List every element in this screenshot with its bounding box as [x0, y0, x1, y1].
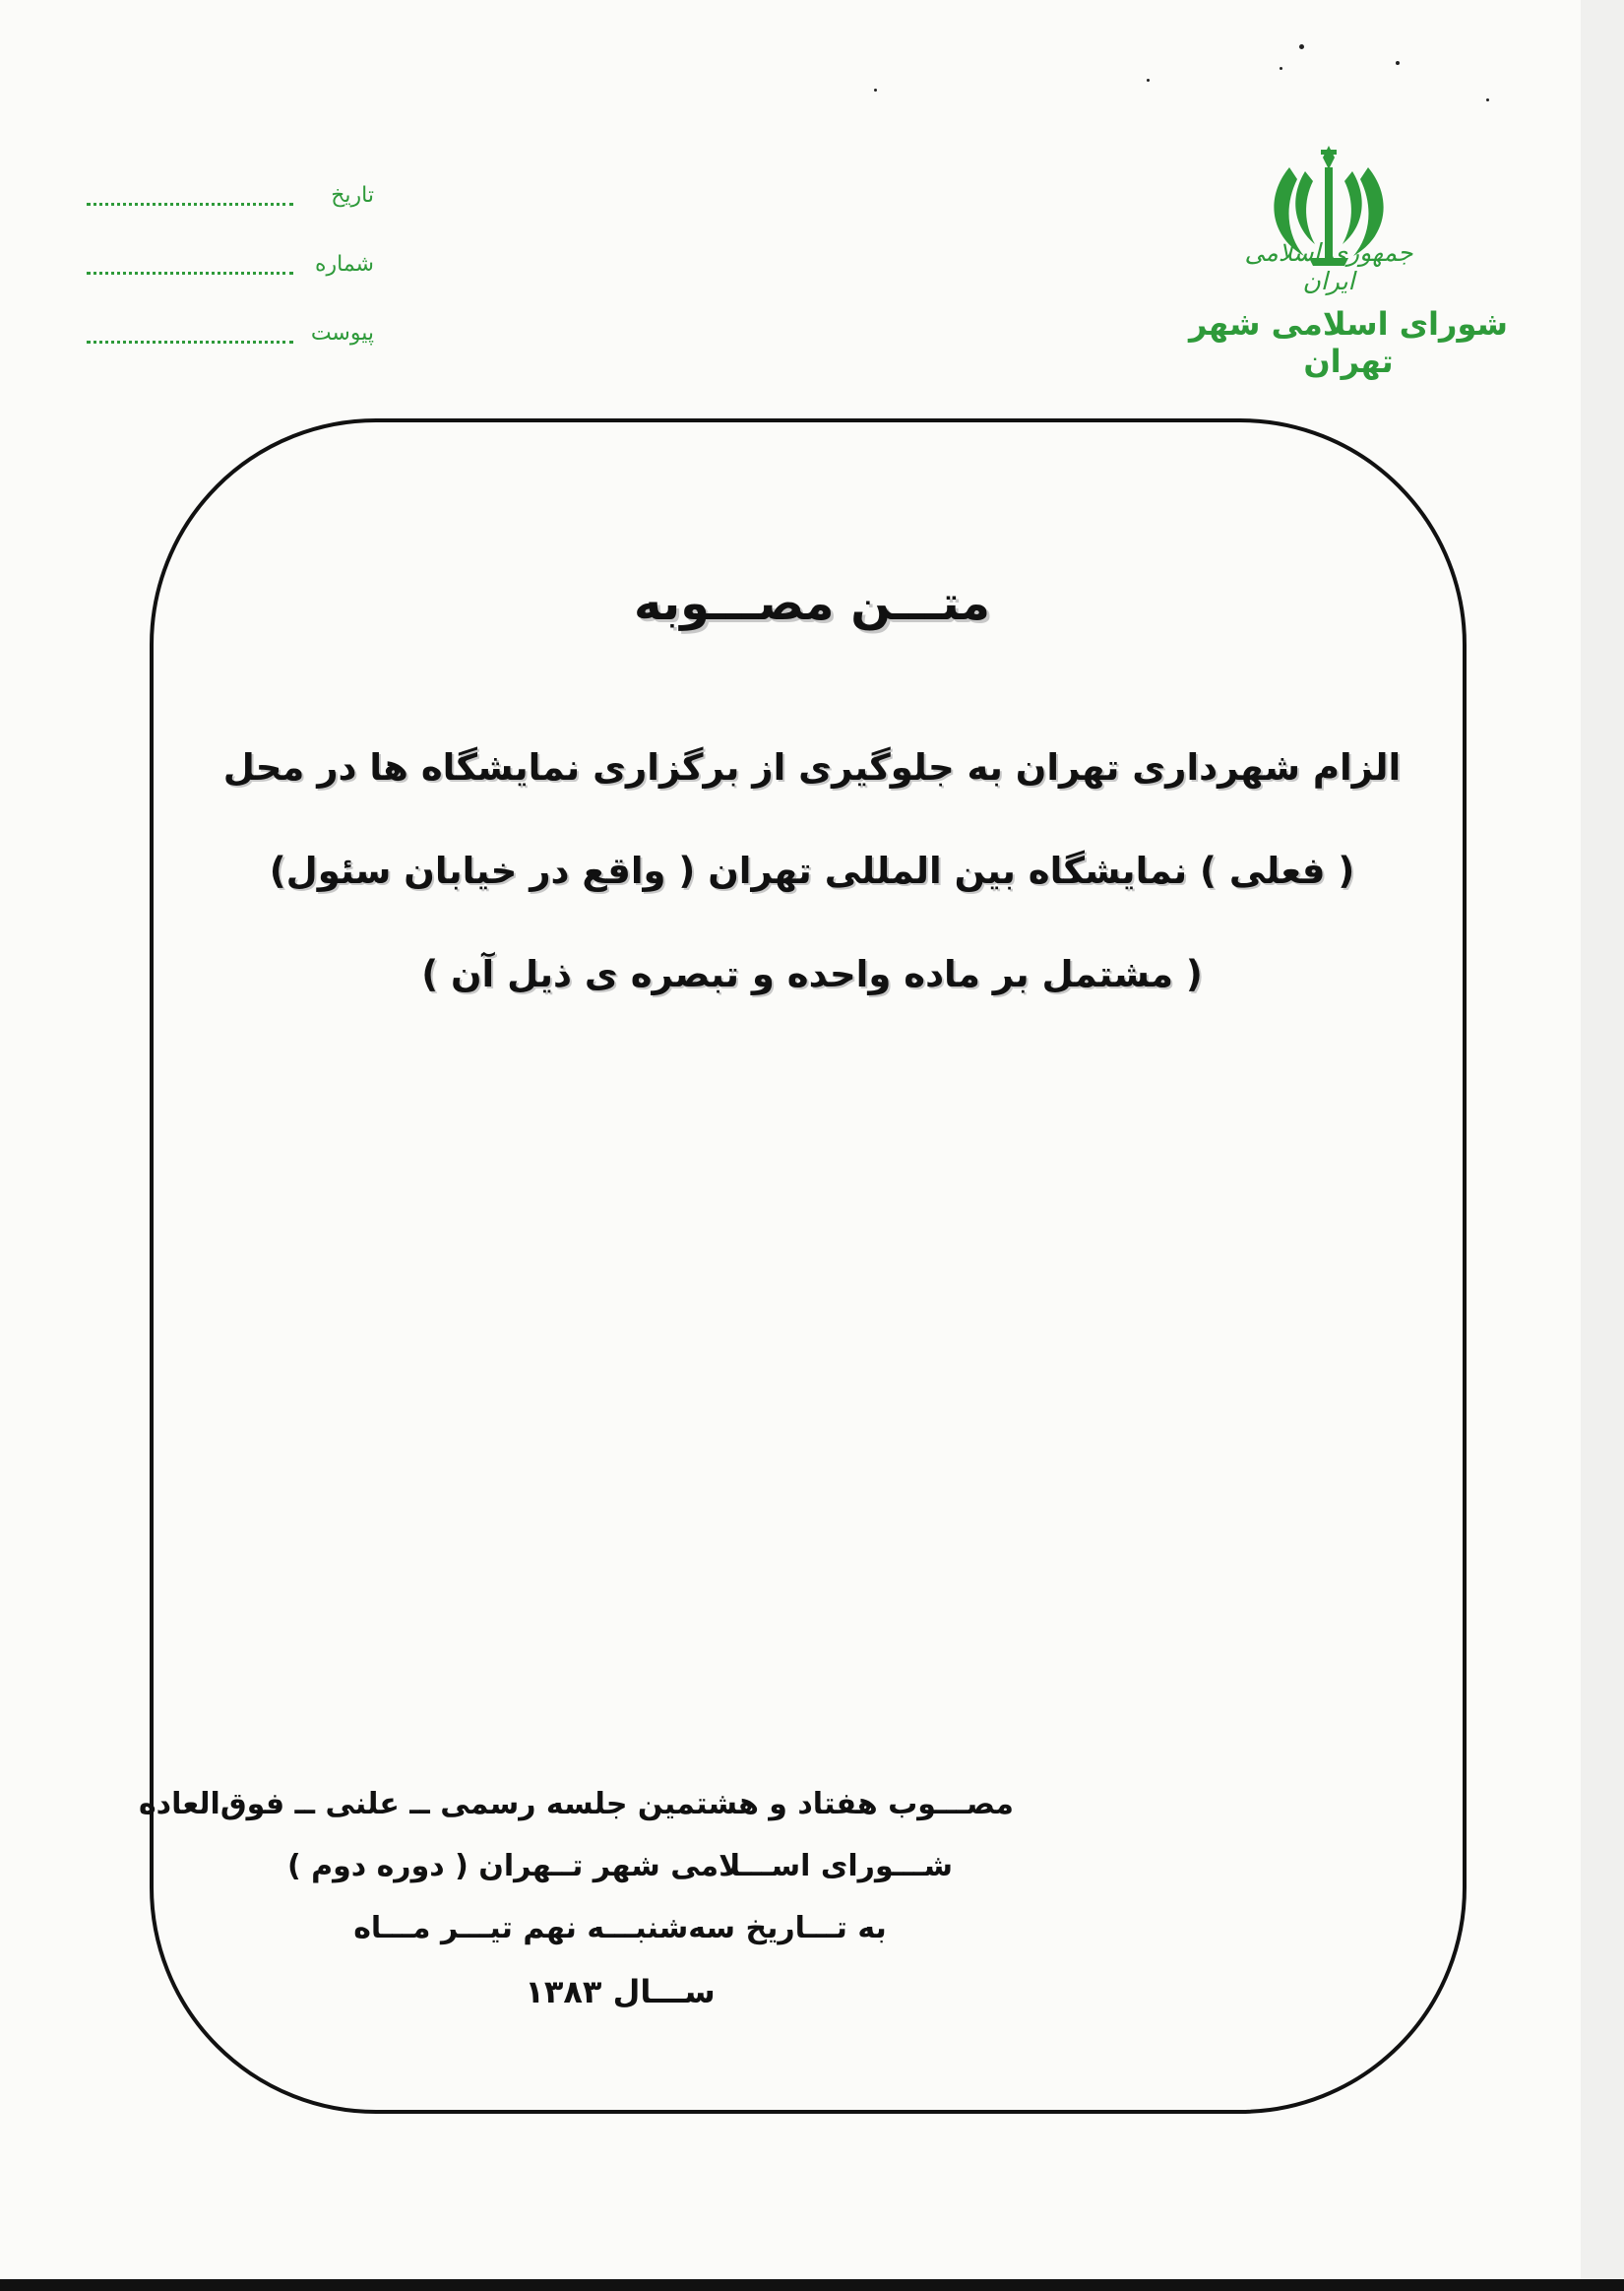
scan-edge-bottom [0, 2279, 1624, 2291]
date-line [87, 203, 293, 206]
number-field [79, 246, 374, 282]
scan-speck [1486, 98, 1489, 101]
date-field [79, 177, 374, 213]
scan-edge-right [1581, 0, 1624, 2291]
subject-line-3: ( مشتمل بر ماده واحده و تبصره ی ذیل آن ) [421, 953, 1203, 995]
approval-line-3: به تـــاریخ سه‌شنبـــه نهم تیـــر مـــاه [353, 1911, 887, 1945]
scan-speck [1396, 61, 1400, 65]
date-label: تاریخ [331, 183, 374, 208]
approval-line-4: ســـال ۱۳۸۳ [525, 1973, 716, 2010]
approval-line-2: شـــورای اســـلامی شهر تــهران ( دوره دوم ) [286, 1849, 954, 1883]
scan-speck [1280, 67, 1282, 70]
number-label: شماره [314, 252, 374, 277]
council-name: شورای اسلامی شهر تهران [1189, 305, 1508, 380]
scan-speck [1147, 79, 1150, 82]
republic-name: جمهوری اسلامی ایران [1244, 238, 1413, 295]
header-fields [79, 177, 374, 384]
approval-line-1: مصـــوب هفتاد و هشتمین جلسه رسمی ــ علنی ــ فوق‌العاده [138, 1787, 1014, 1821]
scan-speck [1299, 44, 1304, 49]
number-line [87, 272, 293, 275]
attachment-line [87, 341, 293, 344]
document-title: متـــن مصـــوبه [634, 576, 990, 631]
scan-speck [874, 89, 877, 92]
attachment-field [79, 315, 374, 350]
attachment-label: پیوست [310, 321, 374, 346]
subject-line-1: الزام شهرداری تهران به جلوگیری از برگزاری نمایشگاه ها در محل [222, 746, 1402, 789]
subject-line-2: ( فعلی ) نمایشگاه بین المللی تهران ( واقع در خیابان سئول) [269, 850, 1355, 892]
